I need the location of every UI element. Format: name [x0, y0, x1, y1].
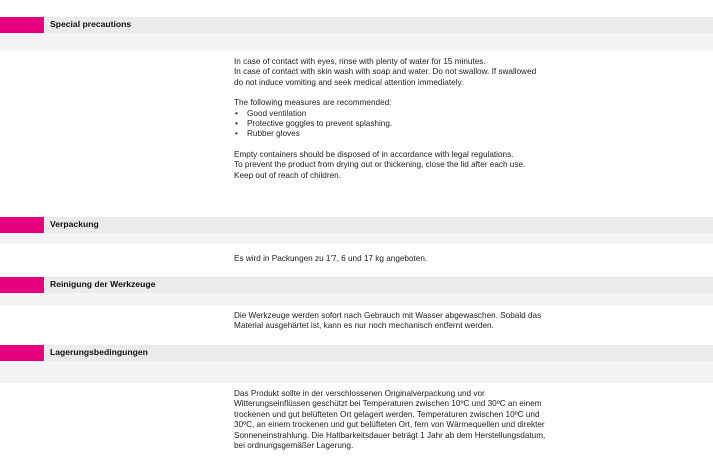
section-accent-tab [0, 17, 44, 33]
measures-intro: The following measures are recommended: [234, 98, 392, 108]
section-spacer-band [0, 293, 713, 306]
special-precautions-text [234, 57, 694, 181]
text-line: Keep out of reach of children. [234, 170, 341, 180]
text-line: To prevent the product from drying out or thickening, close the lid after each use. [234, 160, 526, 170]
section-title: Special precautions [50, 19, 132, 29]
list-item: • Rubber gloves [234, 129, 694, 139]
section-title: Lagerungsbedingungen [50, 347, 148, 357]
section-spacer-band [0, 361, 713, 383]
section-header-verpackung [0, 217, 713, 233]
section-accent-tab [0, 345, 44, 361]
text-line: 30ºC, an einem trockenen und gut belüfteten Ort, fern von Wärmequellen und direkter [234, 420, 545, 430]
section-title: Reinigung der Werkzeuge [50, 279, 156, 289]
text-line: Sonneneinstrahlung. Die Haltbarkeitsdauer beträgt 1 Jahr ab dem Herstellungsdatum, [234, 430, 546, 440]
reinigung-text [234, 311, 694, 332]
measures-list [234, 109, 694, 140]
section-accent-tab [0, 217, 44, 233]
list-item: • Protective goggles to prevent splashing. [234, 119, 694, 129]
text-line: In case of contact with eyes, rinse with plenty of water for 15 minutes. [234, 57, 486, 66]
section-title: Verpackung [50, 219, 99, 229]
text-line: Material ausgehärtet ist, kann es nur noch mechanisch entfernt werden. [234, 321, 494, 331]
text-line: Witterungseinflüssen geschützt bei Temperaturen zwischen 10ºC und 30ºC an einem [234, 399, 542, 409]
text-line: Die Werkzeuge werden sofort nach Gebrauch mit Wasser abgewaschen. Sobald das [234, 311, 542, 320]
text-line: trockenen und gut belüfteten Ort gelagert werden. Temperaturen zwischen 10ºC und [234, 409, 540, 419]
verpackung-text [234, 254, 694, 264]
list-item: • Good ventilation [234, 109, 694, 119]
section-accent-tab [0, 277, 44, 293]
section-spacer-band [0, 233, 713, 244]
section-header-reinigung [0, 277, 713, 293]
text-line: Das Produkt sollte in der verschlossenen Originalverpackung und vor [234, 389, 485, 398]
text-line: In case of contact with skin wash with soap and water. Do not swallow. If swallowed [234, 67, 537, 77]
text-line: Empty containers should be disposed of in accordance with legal regulations. [234, 149, 514, 159]
lagerung-text [234, 389, 694, 451]
section-header-lagerungsbedingungen [0, 345, 713, 361]
text-line: Es wird in Packungen zu 1'7, 6 und 17 kg angeboten. [234, 254, 428, 263]
section-header-special-precautions [0, 17, 713, 33]
text-line: do not induce vomiting and seek medical attention immediately. [234, 77, 464, 87]
text-line: bei ordnungsgemäßer Lagerung. [234, 441, 354, 451]
section-spacer-band [0, 33, 713, 51]
